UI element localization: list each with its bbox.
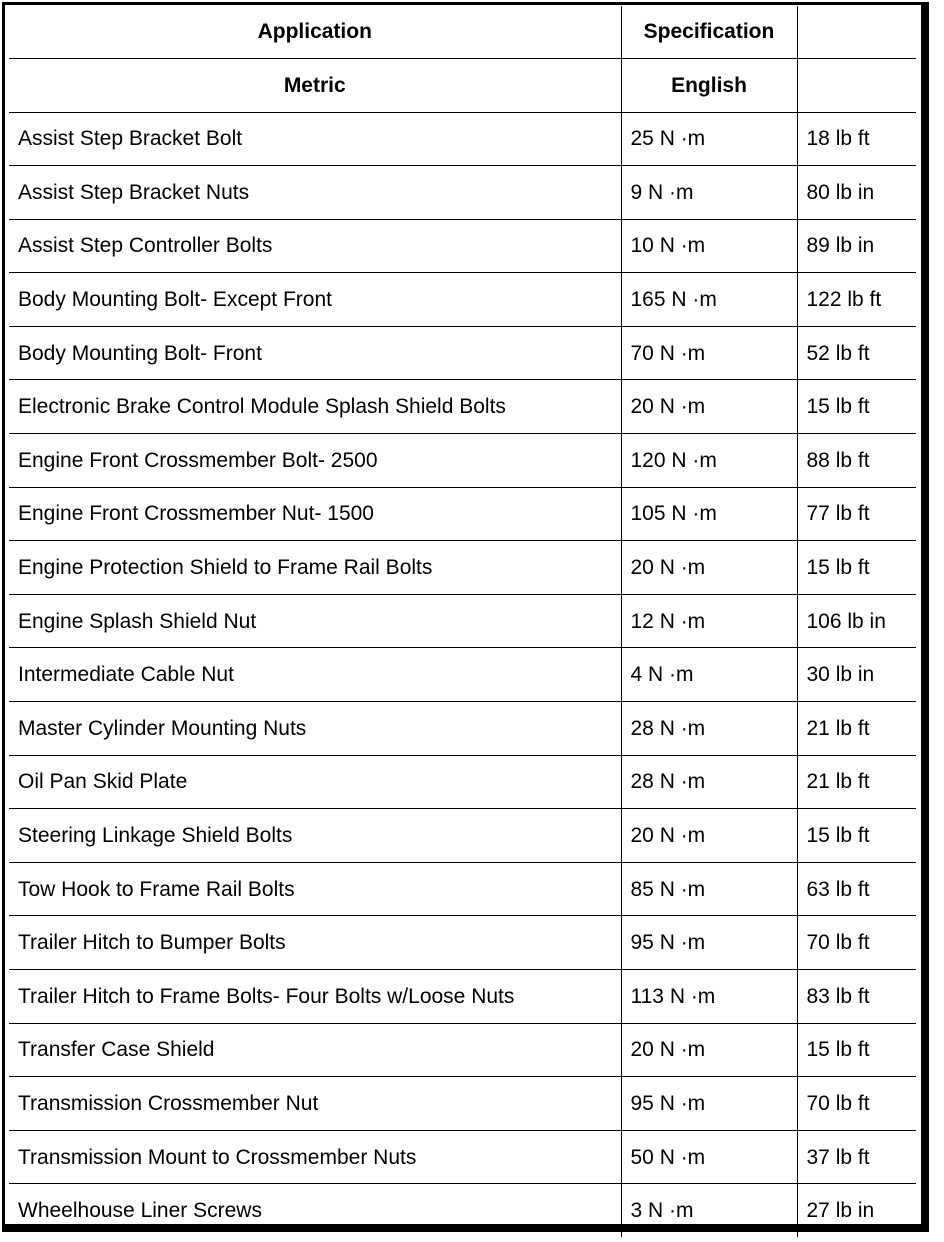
cell-english: 15 lb ft: [797, 809, 916, 863]
cell-english: 21 lb ft: [797, 702, 916, 756]
cell-application: Assist Step Controller Bolts: [9, 219, 621, 273]
cell-application: Intermediate Cable Nut: [9, 648, 621, 702]
cell-application: Engine Protection Shield to Frame Rail Bolts: [9, 541, 621, 595]
cell-english: 63 lb ft: [797, 862, 916, 916]
table-row: [9, 809, 916, 863]
cell-metric: 3 N ·m: [621, 1184, 797, 1238]
cell-application: Transfer Case Shield: [9, 1023, 621, 1077]
cell-application: Trailer Hitch to Frame Bolts- Four Bolts w/Loose Nuts: [9, 970, 621, 1024]
cell-english: 88 lb ft: [797, 434, 916, 488]
cell-metric: 95 N ·m: [621, 916, 797, 970]
cell-metric: 120 N ·m: [621, 434, 797, 488]
header-application: Application: [9, 6, 621, 58]
cell-metric: 12 N ·m: [621, 594, 797, 648]
cell-application: Steering Linkage Shield Bolts: [9, 809, 621, 863]
cell-english: 15 lb ft: [797, 1023, 916, 1077]
table-row: [9, 166, 916, 220]
cell-english: 83 lb ft: [797, 970, 916, 1024]
header-specification: Specification: [621, 6, 797, 58]
table-row: [9, 380, 916, 434]
cell-metric: 20 N ·m: [621, 1023, 797, 1077]
table-row: [9, 434, 916, 488]
cell-metric: 105 N ·m: [621, 487, 797, 541]
table-row: [9, 112, 916, 166]
table-row: [9, 1130, 916, 1184]
cell-application: Engine Splash Shield Nut: [9, 594, 621, 648]
cell-english: 30 lb in: [797, 648, 916, 702]
table-row: [9, 970, 916, 1024]
table-row: [9, 862, 916, 916]
cell-metric: 113 N ·m: [621, 970, 797, 1024]
table-row: [9, 1184, 916, 1238]
cell-metric: 25 N ·m: [621, 112, 797, 166]
table-body: [9, 112, 916, 1237]
table-row: [9, 541, 916, 595]
cell-application: Wheelhouse Liner Screws: [9, 1184, 621, 1238]
cell-metric: 28 N ·m: [621, 755, 797, 809]
table-row: [9, 594, 916, 648]
table-row: [9, 219, 916, 273]
cell-metric: 20 N ·m: [621, 541, 797, 595]
cell-application: Tow Hook to Frame Rail Bolts: [9, 862, 621, 916]
cell-metric: 28 N ·m: [621, 702, 797, 756]
cell-application: Transmission Mount to Crossmember Nuts: [9, 1130, 621, 1184]
table-row: [9, 1077, 916, 1131]
cell-english: 89 lb in: [797, 219, 916, 273]
cell-application: Transmission Crossmember Nut: [9, 1077, 621, 1131]
cell-application: Oil Pan Skid Plate: [9, 755, 621, 809]
header-row-2: [9, 58, 916, 112]
cell-application: Engine Front Crossmember Nut- 1500: [9, 487, 621, 541]
table-row: [9, 916, 916, 970]
cell-application: Assist Step Bracket Nuts: [9, 166, 621, 220]
cell-english: 37 lb ft: [797, 1130, 916, 1184]
header-metric: Metric: [9, 58, 621, 112]
cell-english: 80 lb in: [797, 166, 916, 220]
cell-metric: 9 N ·m: [621, 166, 797, 220]
header-row-1: [9, 6, 916, 58]
header-blank: [797, 6, 916, 58]
header-blank-2: [797, 58, 916, 112]
cell-english: 21 lb ft: [797, 755, 916, 809]
cell-english: 77 lb ft: [797, 487, 916, 541]
cell-english: 27 lb in: [797, 1184, 916, 1238]
cell-application: Electronic Brake Control Module Splash Shield Bolts: [9, 380, 621, 434]
cell-application: Master Cylinder Mounting Nuts: [9, 702, 621, 756]
table-row: [9, 487, 916, 541]
cell-metric: 70 N ·m: [621, 326, 797, 380]
cell-application: Body Mounting Bolt- Except Front: [9, 273, 621, 327]
table-row: [9, 326, 916, 380]
cell-english: 106 lb in: [797, 594, 916, 648]
cell-english: 122 lb ft: [797, 273, 916, 327]
cell-metric: 20 N ·m: [621, 809, 797, 863]
table-row: [9, 755, 916, 809]
torque-specification-table: [9, 6, 916, 1237]
cell-english: 18 lb ft: [797, 112, 916, 166]
cell-english: 15 lb ft: [797, 541, 916, 595]
cell-english: 70 lb ft: [797, 1077, 916, 1131]
cell-application: Assist Step Bracket Bolt: [9, 112, 621, 166]
cell-english: 52 lb ft: [797, 326, 916, 380]
cell-metric: 10 N ·m: [621, 219, 797, 273]
cell-metric: 85 N ·m: [621, 862, 797, 916]
header-english: English: [621, 58, 797, 112]
table-row: [9, 702, 916, 756]
cell-metric: 50 N ·m: [621, 1130, 797, 1184]
cell-metric: 165 N ·m: [621, 273, 797, 327]
cell-english: 70 lb ft: [797, 916, 916, 970]
cell-application: Engine Front Crossmember Bolt- 2500: [9, 434, 621, 488]
cell-metric: 95 N ·m: [621, 1077, 797, 1131]
table-row: [9, 273, 916, 327]
table-row: [9, 648, 916, 702]
cell-application: Trailer Hitch to Bumper Bolts: [9, 916, 621, 970]
cell-metric: 20 N ·m: [621, 380, 797, 434]
cell-metric: 4 N ·m: [621, 648, 797, 702]
cell-application: Body Mounting Bolt- Front: [9, 326, 621, 380]
cell-english: 15 lb ft: [797, 380, 916, 434]
table-row: [9, 1023, 916, 1077]
